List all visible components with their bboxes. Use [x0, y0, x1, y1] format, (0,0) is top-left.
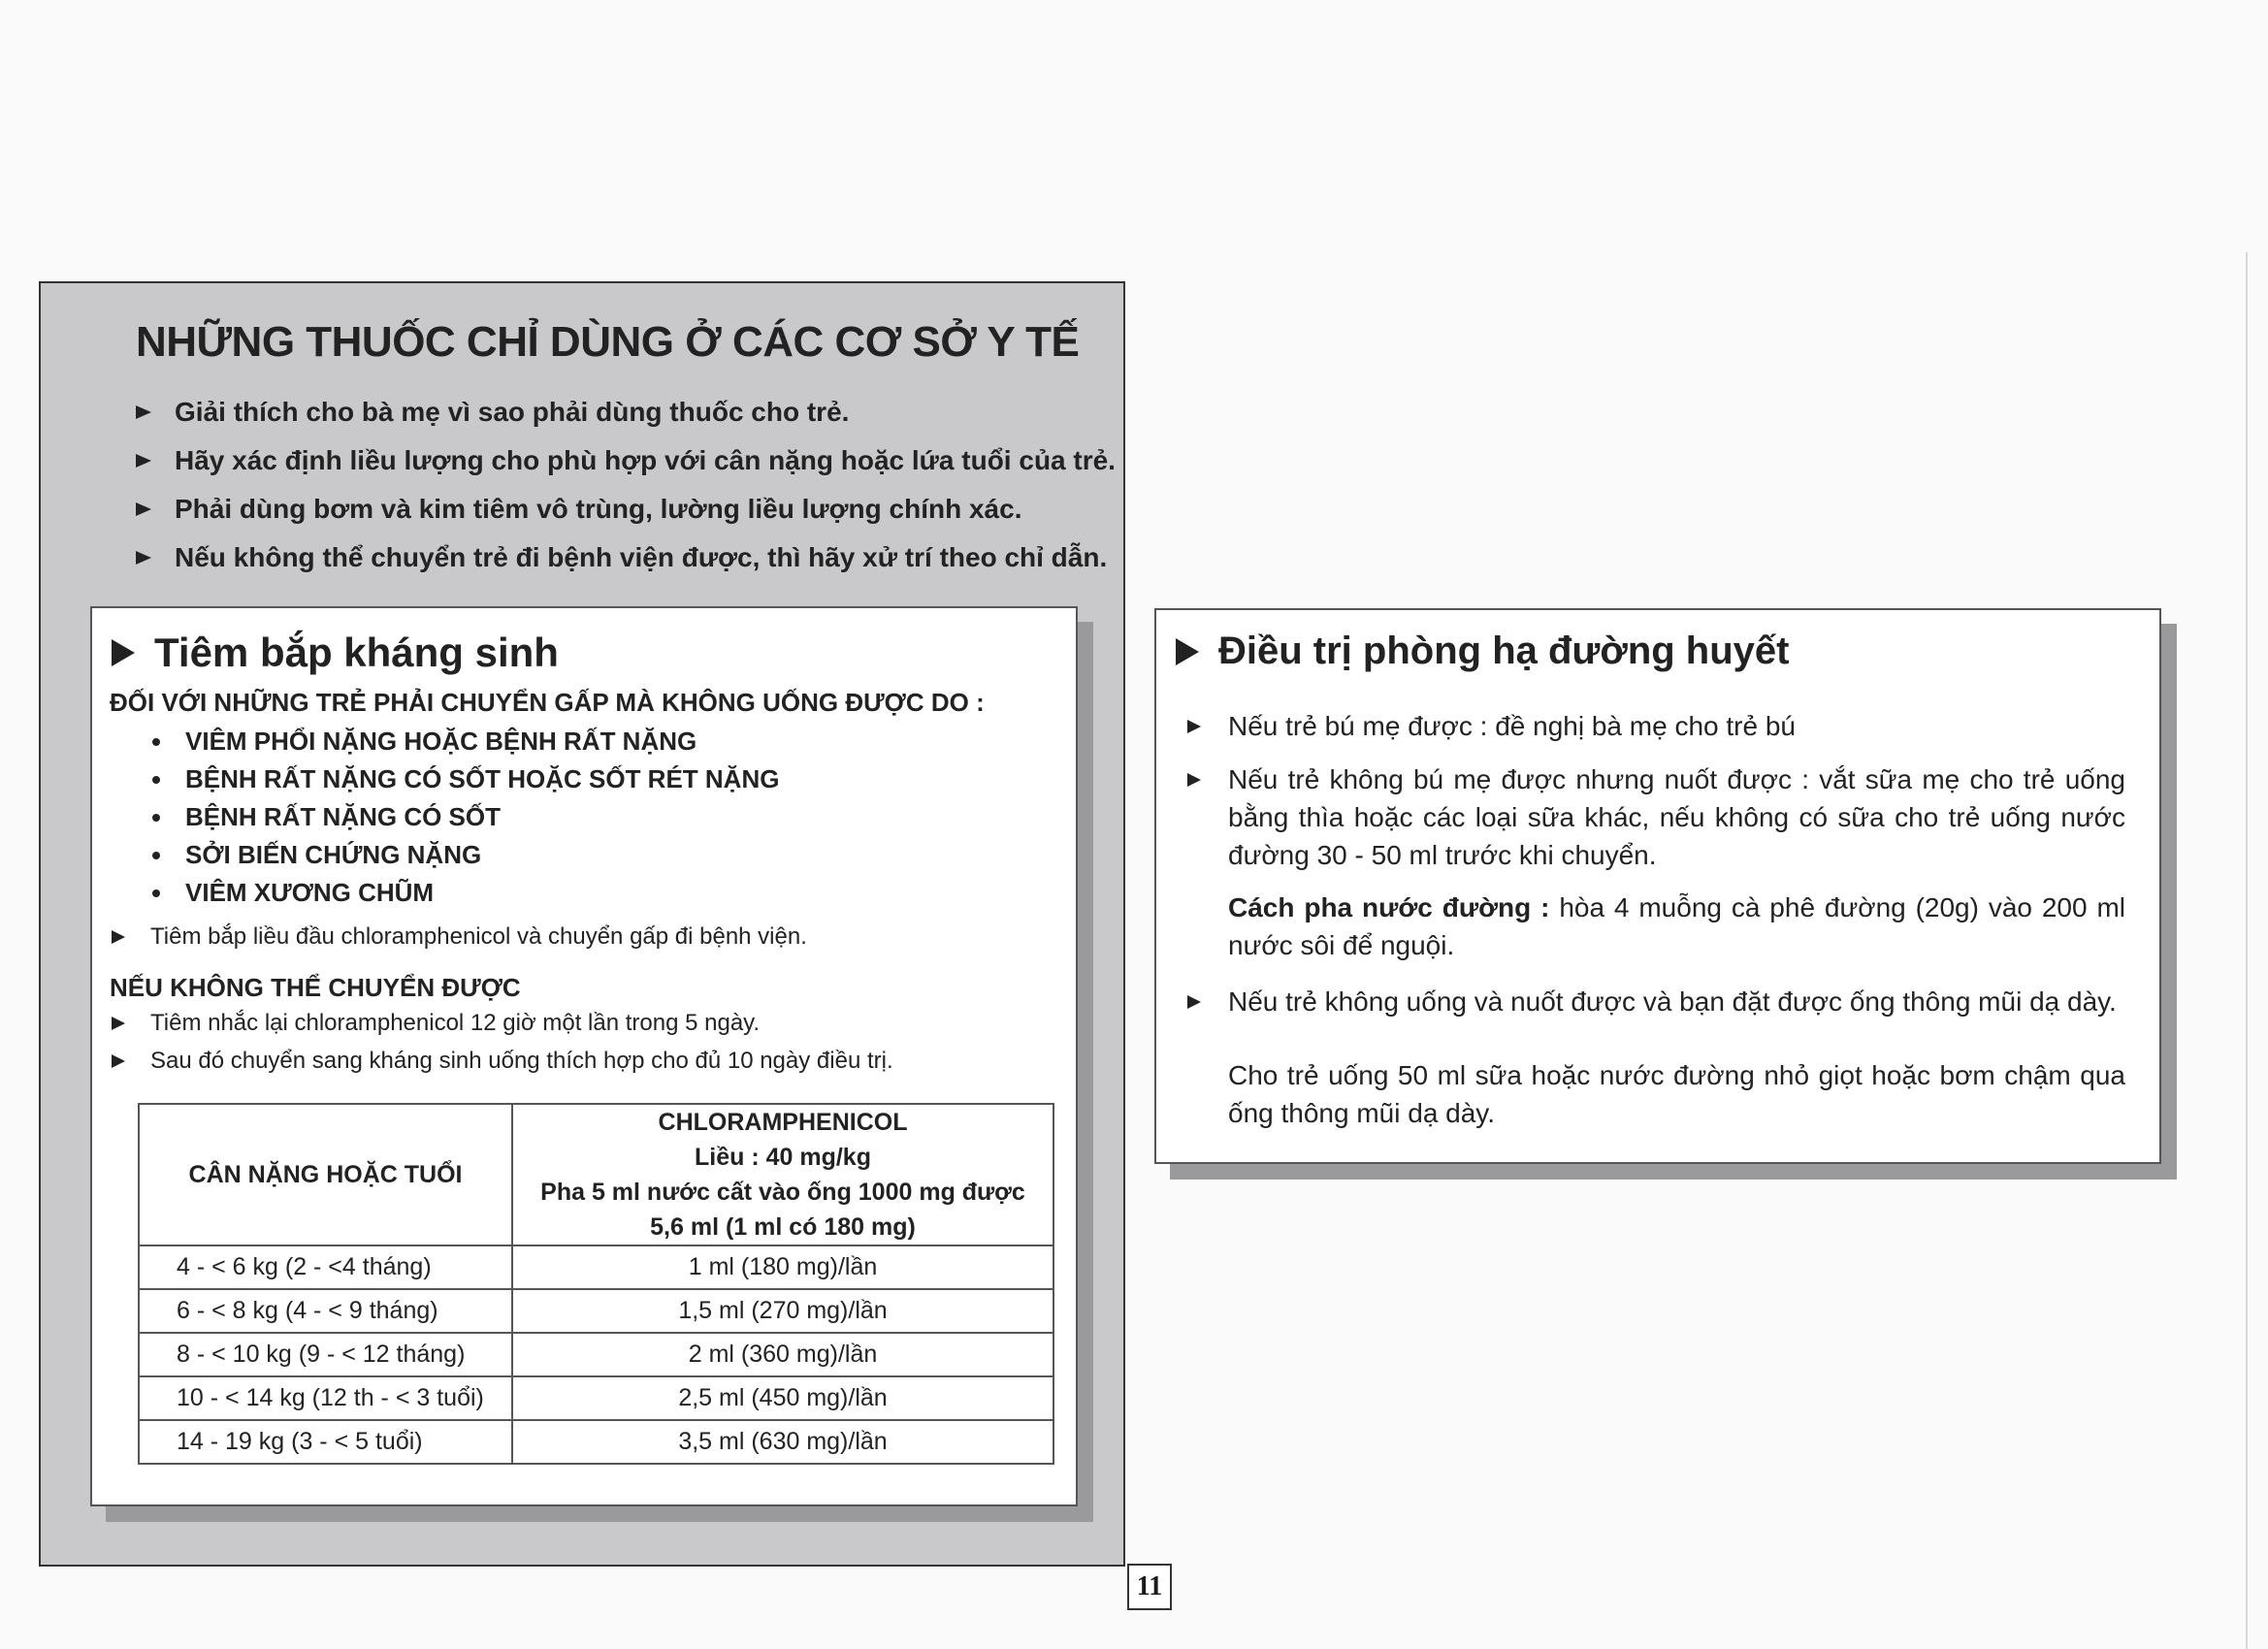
bullet-icon: [152, 776, 160, 784]
arrow-icon: [136, 454, 151, 468]
page-title: NHỮNG THUỐC CHỈ DÙNG Ở CÁC CƠ SỞ Y TẾ: [136, 318, 1080, 366]
list-item: Hãy xác định liều lượng cho phù hợp với cân nặng hoặc lứa tuổi của trẻ.: [136, 436, 1116, 485]
dose-cell: 1,5 ml (270 mg)/lần: [512, 1289, 1053, 1333]
arrow-icon: [1176, 638, 1199, 665]
hypoglycemia-panel: [1154, 608, 2161, 1164]
weight-cell: 4 - < 6 kg (2 - <4 tháng): [139, 1245, 512, 1289]
arrow-icon: [1187, 773, 1201, 787]
arrow-icon: [136, 551, 151, 565]
arrow-icon: [136, 405, 151, 419]
table-row: [139, 1376, 1053, 1420]
list-item: Nếu trẻ bú mẹ được : đề nghị bà mẹ cho trẻ bú: [1228, 707, 2125, 745]
page-edge: [2246, 252, 2248, 1649]
list-item-continuation: Cho trẻ uống 50 ml sữa hoặc nước đường nhỏ giọt hoặc bơm chậm qua ống thông mũi dạ dày.: [1228, 1060, 2125, 1128]
list-item: SỞI BIẾN CHỨNG NẶNG: [152, 836, 779, 874]
recipe-text: Cách pha nước đường : hòa 4 muỗng cà phê đường (20g) vào 200 ml nước sôi để nguội.: [1228, 892, 2125, 960]
bullet-icon: [152, 889, 160, 897]
page-number: 11: [1127, 1564, 1172, 1610]
arrow-icon: [1187, 995, 1201, 1009]
weight-cell: 6 - < 8 kg (4 - < 9 tháng): [139, 1289, 512, 1333]
arrow-icon: [112, 1054, 125, 1068]
table-row: [139, 1289, 1053, 1333]
subtitle: ĐỐI VỚI NHỮNG TRẺ PHẢI CHUYỂN GẤP MÀ KHÔNG UỐNG ĐƯỢC DO :: [110, 688, 985, 717]
weight-cell: 8 - < 10 kg (9 - < 12 tháng): [139, 1333, 512, 1376]
list-item: VIÊM XƯƠNG CHŨM: [152, 874, 779, 912]
dose-cell: 2 ml (360 mg)/lần: [512, 1333, 1053, 1376]
list-item: Nếu trẻ không uống và nuốt được và bạn đặt được ống thông mũi dạ dày.: [1228, 983, 2125, 1020]
table-row: [139, 1420, 1053, 1464]
panel-title: Điều trị phòng hạ đường huyết: [1176, 630, 1789, 673]
recipe-label: Cách pha nước đường :: [1228, 892, 1550, 922]
dosage-table: [138, 1103, 1054, 1465]
weight-cell: 10 - < 14 kg (12 th - < 3 tuổi): [139, 1376, 512, 1420]
table-row: [139, 1245, 1053, 1289]
list-item: BỆNH RẤT NẶNG CÓ SỐT HOẶC SỐT RÉT NẶNG: [152, 760, 779, 798]
arrow-icon: [136, 502, 151, 516]
antibiotic-injection-panel: [90, 606, 1078, 1506]
weight-column-header: CÂN NẶNG HOẶC TUỔI: [139, 1104, 512, 1245]
drug-column-header: CHLORAMPHENICOL Liều : 40 mg/kg Pha 5 ml nước cất vào ống 1000 mg được 5,6 ml (1 ml có 180 mg): [512, 1104, 1053, 1245]
arrow-icon: [112, 639, 135, 666]
list-item: VIÊM PHỔI NẶNG HOẶC BỆNH RẤT NẶNG: [152, 723, 779, 760]
conditions-list: [152, 723, 779, 912]
list-item: Nếu trẻ không bú mẹ được nhưng nuốt được : vắt sữa mẹ cho trẻ uống bằng thìa hoặc các loại sữa khác, nếu không có sữa cho trẻ uống nước đường 30 - 50 ml trước khi chuyển.: [1228, 760, 2125, 874]
followup-step: Tiêm nhắc lại chloramphenicol 12 giờ một lần trong 5 ngày.: [112, 1010, 760, 1037]
list-item: Phải dùng bơm và kim tiêm vô trùng, lường liều lượng chính xác.: [136, 485, 1116, 534]
table-header-row: [139, 1104, 1053, 1245]
dose-cell: 1 ml (180 mg)/lần: [512, 1245, 1053, 1289]
followup-step: Sau đó chuyển sang kháng sinh uống thích hợp cho đủ 10 ngày điều trị.: [112, 1048, 893, 1075]
bullet-icon: [152, 738, 160, 746]
arrow-icon: [112, 930, 125, 944]
first-dose-step: Tiêm bắp liều đầu chloramphenicol và chuyển gấp đi bệnh viện.: [112, 923, 807, 951]
table-row: [139, 1333, 1053, 1376]
dose-cell: 3,5 ml (630 mg)/lần: [512, 1420, 1053, 1464]
list-item: Nếu không thể chuyển trẻ đi bệnh viện được, thì hãy xử trí theo chỉ dẫn.: [136, 534, 1116, 582]
list-item: Giải thích cho bà mẹ vì sao phải dùng thuốc cho trẻ.: [136, 388, 1116, 436]
arrow-icon: [112, 1017, 125, 1030]
weight-cell: 14 - 19 kg (3 - < 5 tuổi): [139, 1420, 512, 1464]
bullet-icon: [152, 852, 160, 859]
list-item: BỆNH RẤT NẶNG CÓ SỐT: [152, 798, 779, 836]
dose-cell: 2,5 ml (450 mg)/lần: [512, 1376, 1053, 1420]
panel-title: Tiêm bắp kháng sinh: [112, 630, 559, 676]
intro-list: [136, 388, 1116, 582]
arrow-icon: [1187, 720, 1201, 733]
cannot-transfer-heading: NẾU KHÔNG THỂ CHUYỂN ĐƯỢC: [110, 973, 521, 1002]
bullet-icon: [152, 814, 160, 822]
